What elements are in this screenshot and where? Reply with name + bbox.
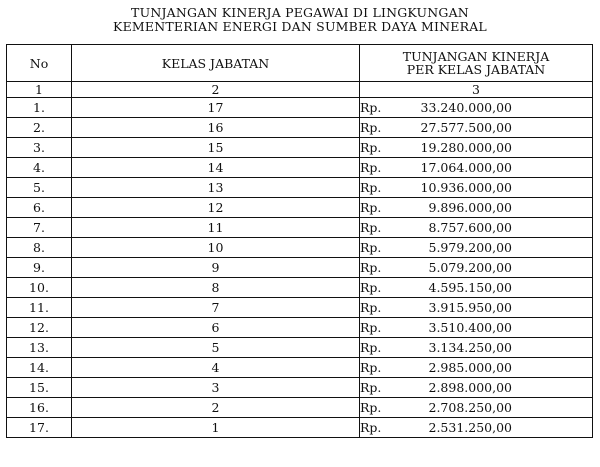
kelas-jabatan-cell: 6 xyxy=(72,318,360,338)
table-row xyxy=(7,338,593,358)
table-row xyxy=(7,358,593,378)
tunjangan-amount-cell xyxy=(360,298,593,318)
row-number: 10. xyxy=(7,278,72,298)
tunjangan-amount-cell xyxy=(360,278,593,298)
currency-label: Rp. xyxy=(360,380,382,395)
row-number: 8. xyxy=(7,238,72,258)
column-number-row xyxy=(7,82,593,98)
row-number: 11. xyxy=(7,298,72,318)
table-header xyxy=(7,45,593,98)
tunjangan-amount-cell xyxy=(360,178,593,198)
title-line-1: TUNJANGAN KINERJA PEGAWAI DI LINGKUNGAN xyxy=(131,5,469,20)
amount-value: 4.595.150,00 xyxy=(428,280,512,295)
kelas-jabatan-cell: 17 xyxy=(72,98,360,118)
tunjangan-amount-cell xyxy=(360,98,593,118)
currency-label: Rp. xyxy=(360,100,382,115)
currency-label: Rp. xyxy=(360,280,382,295)
kelas-jabatan-cell: 1 xyxy=(72,418,360,438)
row-number: 4. xyxy=(7,158,72,178)
amount-value: 33.240.000,00 xyxy=(420,100,512,115)
header-kelas-jabatan: KELAS JABATAN xyxy=(72,45,360,82)
kelas-jabatan-cell: 12 xyxy=(72,198,360,218)
header-tunjangan-kinerja xyxy=(360,45,593,82)
tunjangan-amount-cell xyxy=(360,158,593,178)
table-row xyxy=(7,198,593,218)
allowance-table xyxy=(6,44,593,438)
currency-label: Rp. xyxy=(360,300,382,315)
tunjangan-amount-cell xyxy=(360,378,593,398)
row-number: 3. xyxy=(7,138,72,158)
currency-label: Rp. xyxy=(360,240,382,255)
amount-value: 2.898.000,00 xyxy=(428,380,512,395)
table-row xyxy=(7,298,593,318)
amount-value: 5.079.200,00 xyxy=(428,260,512,275)
title-line-2: KEMENTERIAN ENERGI DAN SUMBER DAYA MINERAL xyxy=(113,19,487,34)
kelas-jabatan-cell: 10 xyxy=(72,238,360,258)
kelas-jabatan-cell: 14 xyxy=(72,158,360,178)
table-body xyxy=(7,98,593,438)
table-row xyxy=(7,98,593,118)
tunjangan-amount-cell xyxy=(360,138,593,158)
column-number: 3 xyxy=(360,82,593,98)
kelas-jabatan-cell: 2 xyxy=(72,398,360,418)
tunjangan-amount-cell xyxy=(360,118,593,138)
tunjangan-amount-cell xyxy=(360,198,593,218)
row-number: 13. xyxy=(7,338,72,358)
tunjangan-amount-cell xyxy=(360,418,593,438)
column-number: 2 xyxy=(72,82,360,98)
amount-value: 5.979.200,00 xyxy=(428,240,512,255)
kelas-jabatan-cell: 11 xyxy=(72,218,360,238)
kelas-jabatan-cell: 13 xyxy=(72,178,360,198)
amount-value: 2.531.250,00 xyxy=(428,420,512,435)
table-row xyxy=(7,278,593,298)
header-tunjangan-line-2: PER KELAS JABATAN xyxy=(406,62,546,77)
row-number: 6. xyxy=(7,198,72,218)
header-row xyxy=(7,45,593,82)
amount-value: 19.280.000,00 xyxy=(420,140,512,155)
kelas-jabatan-cell: 16 xyxy=(72,118,360,138)
row-number: 2. xyxy=(7,118,72,138)
header-tunjangan-line-1: TUNJANGAN KINERJA xyxy=(402,49,550,64)
kelas-jabatan-cell: 3 xyxy=(72,378,360,398)
currency-label: Rp. xyxy=(360,260,382,275)
currency-label: Rp. xyxy=(360,400,382,415)
tunjangan-amount-cell xyxy=(360,318,593,338)
table-row xyxy=(7,178,593,198)
table-row xyxy=(7,378,593,398)
amount-value: 3.915.950,00 xyxy=(428,300,512,315)
kelas-jabatan-cell: 4 xyxy=(72,358,360,378)
table-row xyxy=(7,398,593,418)
tunjangan-amount-cell xyxy=(360,218,593,238)
amount-value: 8.757.600,00 xyxy=(428,220,512,235)
currency-label: Rp. xyxy=(360,140,382,155)
row-number: 7. xyxy=(7,218,72,238)
currency-label: Rp. xyxy=(360,360,382,375)
kelas-jabatan-cell: 7 xyxy=(72,298,360,318)
amount-value: 27.577.500,00 xyxy=(420,120,512,135)
tunjangan-amount-cell xyxy=(360,358,593,378)
table-row xyxy=(7,258,593,278)
document-title xyxy=(0,6,600,34)
amount-value: 3.510.400,00 xyxy=(428,320,512,335)
amount-value: 17.064.000,00 xyxy=(420,160,512,175)
currency-label: Rp. xyxy=(360,320,382,335)
currency-label: Rp. xyxy=(360,160,382,175)
table-row xyxy=(7,238,593,258)
amount-value: 10.936.000,00 xyxy=(420,180,512,195)
tunjangan-amount-cell xyxy=(360,238,593,258)
currency-label: Rp. xyxy=(360,340,382,355)
amount-value: 2.708.250,00 xyxy=(428,400,512,415)
amount-value: 2.985.000,00 xyxy=(428,360,512,375)
row-number: 14. xyxy=(7,358,72,378)
currency-label: Rp. xyxy=(360,220,382,235)
table-row xyxy=(7,418,593,438)
kelas-jabatan-cell: 5 xyxy=(72,338,360,358)
tunjangan-amount-cell xyxy=(360,258,593,278)
currency-label: Rp. xyxy=(360,420,382,435)
table-row xyxy=(7,158,593,178)
row-number: 9. xyxy=(7,258,72,278)
row-number: 17. xyxy=(7,418,72,438)
amount-value: 9.896.000,00 xyxy=(428,200,512,215)
tunjangan-amount-cell xyxy=(360,398,593,418)
table-row xyxy=(7,118,593,138)
kelas-jabatan-cell: 8 xyxy=(72,278,360,298)
currency-label: Rp. xyxy=(360,120,382,135)
table-row xyxy=(7,138,593,158)
header-no: No xyxy=(7,45,72,82)
table-row xyxy=(7,318,593,338)
currency-label: Rp. xyxy=(360,200,382,215)
row-number: 15. xyxy=(7,378,72,398)
column-number: 1 xyxy=(7,82,72,98)
currency-label: Rp. xyxy=(360,180,382,195)
amount-value: 3.134.250,00 xyxy=(428,340,512,355)
table-row xyxy=(7,218,593,238)
row-number: 1. xyxy=(7,98,72,118)
tunjangan-amount-cell xyxy=(360,338,593,358)
row-number: 5. xyxy=(7,178,72,198)
kelas-jabatan-cell: 15 xyxy=(72,138,360,158)
row-number: 16. xyxy=(7,398,72,418)
row-number: 12. xyxy=(7,318,72,338)
kelas-jabatan-cell: 9 xyxy=(72,258,360,278)
